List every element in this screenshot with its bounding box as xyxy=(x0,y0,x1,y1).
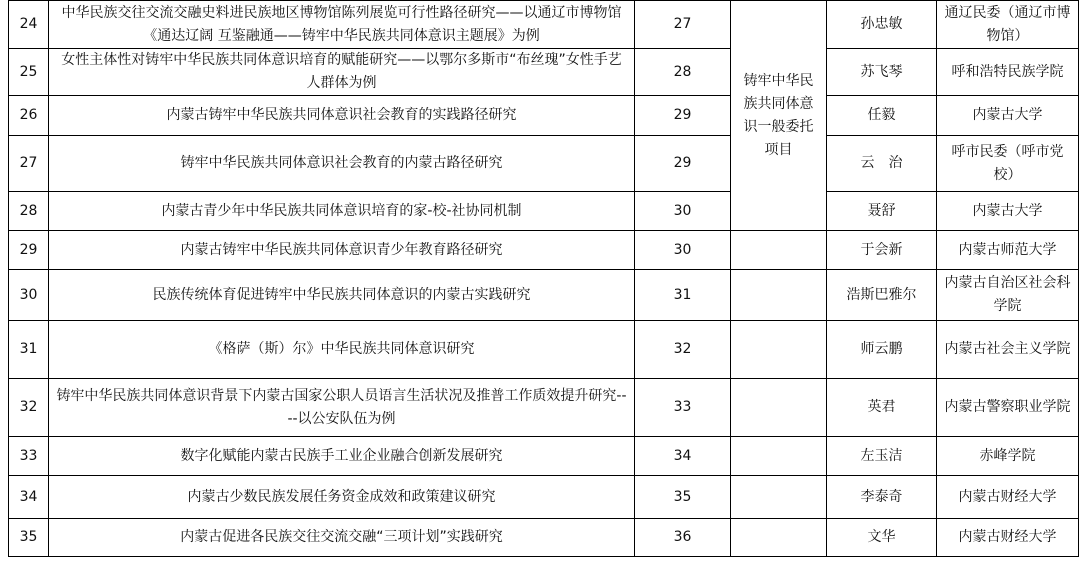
project-org: 赤峰学院 xyxy=(937,437,1079,476)
project-leader: 文华 xyxy=(827,519,937,557)
project-org: 内蒙古财经大学 xyxy=(937,476,1079,519)
project-org: 呼市民委（呼市党校） xyxy=(937,136,1079,192)
project-number: 35 xyxy=(635,476,731,519)
project-org: 内蒙古财经大学 xyxy=(937,519,1079,557)
table-row xyxy=(9,379,1079,437)
project-number: 27 xyxy=(635,1,731,49)
project-leader: 于会新 xyxy=(827,231,937,270)
project-leader: 聂舒 xyxy=(827,192,937,231)
project-title: 内蒙古少数民族发展任务资金成效和政策建议研究 xyxy=(49,476,635,519)
project-org: 内蒙古大学 xyxy=(937,192,1079,231)
project-number: 29 xyxy=(635,136,731,192)
project-number: 31 xyxy=(635,270,731,321)
project-leader: 左玉洁 xyxy=(827,437,937,476)
project-table xyxy=(8,0,1079,557)
table-row xyxy=(9,270,1079,321)
row-index: 31 xyxy=(9,321,49,379)
project-org: 内蒙古师范大学 xyxy=(937,231,1079,270)
table-row xyxy=(9,231,1079,270)
row-index: 29 xyxy=(9,231,49,270)
project-org: 呼和浩特民族学院 xyxy=(937,49,1079,96)
table-row xyxy=(9,136,1079,192)
project-org: 内蒙古社会主义学院 xyxy=(937,321,1079,379)
table-row xyxy=(9,1,1079,49)
project-number: 30 xyxy=(635,192,731,231)
row-index: 28 xyxy=(9,192,49,231)
table-row xyxy=(9,192,1079,231)
project-number: 32 xyxy=(635,321,731,379)
table-row xyxy=(9,476,1079,519)
project-org: 内蒙古警察职业学院 xyxy=(937,379,1079,437)
category-cell xyxy=(731,437,827,476)
project-title: 内蒙古青少年中华民族共同体意识培育的家-校-社协同机制 xyxy=(49,192,635,231)
project-leader: 云 治 xyxy=(827,136,937,192)
row-index: 32 xyxy=(9,379,49,437)
project-title: 内蒙古促进各民族交往交流交融“三项计划”实践研究 xyxy=(49,519,635,557)
project-leader: 苏飞琴 xyxy=(827,49,937,96)
project-number: 33 xyxy=(635,379,731,437)
project-org: 内蒙古自治区社会科学院 xyxy=(937,270,1079,321)
row-index: 25 xyxy=(9,49,49,96)
table-row xyxy=(9,437,1079,476)
table-row xyxy=(9,96,1079,136)
row-index: 26 xyxy=(9,96,49,136)
project-leader: 李泰奇 xyxy=(827,476,937,519)
project-leader: 任毅 xyxy=(827,96,937,136)
project-title: 内蒙古铸牢中华民族共同体意识青少年教育路径研究 xyxy=(49,231,635,270)
project-title: 女性主体性对铸牢中华民族共同体意识培育的赋能研究——以鄂尔多斯市“布丝瑰”女性手艺人群体为例 xyxy=(49,49,635,96)
row-index: 27 xyxy=(9,136,49,192)
project-number: 29 xyxy=(635,96,731,136)
row-index: 33 xyxy=(9,437,49,476)
project-org: 通辽民委（通辽市博物馆） xyxy=(937,1,1079,49)
row-index: 30 xyxy=(9,270,49,321)
project-leader: 师云鹏 xyxy=(827,321,937,379)
category-cell xyxy=(731,270,827,321)
project-title: 中华民族交往交流交融史料进民族地区博物馆陈列展览可行性路径研究——以通辽市博物馆《通达辽阔 互鉴融通——铸牢中华民族共同体意识主题展》为例 xyxy=(49,1,635,49)
project-leader: 孙忠敏 xyxy=(827,1,937,49)
category-cell xyxy=(731,476,827,519)
project-title: 铸牢中华民族共同体意识背景下内蒙古国家公职人员语言生活状况及推普工作质效提升研究----以公安队伍为例 xyxy=(49,379,635,437)
table-row xyxy=(9,519,1079,557)
table-row xyxy=(9,49,1079,96)
project-title: 内蒙古铸牢中华民族共同体意识社会教育的实践路径研究 xyxy=(49,96,635,136)
project-number: 28 xyxy=(635,49,731,96)
category-cell xyxy=(731,519,827,557)
row-index: 34 xyxy=(9,476,49,519)
category-cell xyxy=(731,321,827,379)
project-number: 34 xyxy=(635,437,731,476)
project-number: 36 xyxy=(635,519,731,557)
category-cell xyxy=(731,379,827,437)
category-cell xyxy=(731,231,827,270)
table-row xyxy=(9,321,1079,379)
project-category: 铸牢中华民族共同体意识一般委托项目 xyxy=(731,1,827,231)
project-org: 内蒙古大学 xyxy=(937,96,1079,136)
project-title: 铸牢中华民族共同体意识社会教育的内蒙古路径研究 xyxy=(49,136,635,192)
project-title: 《格萨（斯）尔》中华民族共同体意识研究 xyxy=(49,321,635,379)
project-title: 数字化赋能内蒙古民族手工业企业融合创新发展研究 xyxy=(49,437,635,476)
project-number: 30 xyxy=(635,231,731,270)
project-leader: 英君 xyxy=(827,379,937,437)
row-index: 24 xyxy=(9,1,49,49)
row-index: 35 xyxy=(9,519,49,557)
project-title: 民族传统体育促进铸牢中华民族共同体意识的内蒙古实践研究 xyxy=(49,270,635,321)
project-leader: 浩斯巴雅尔 xyxy=(827,270,937,321)
